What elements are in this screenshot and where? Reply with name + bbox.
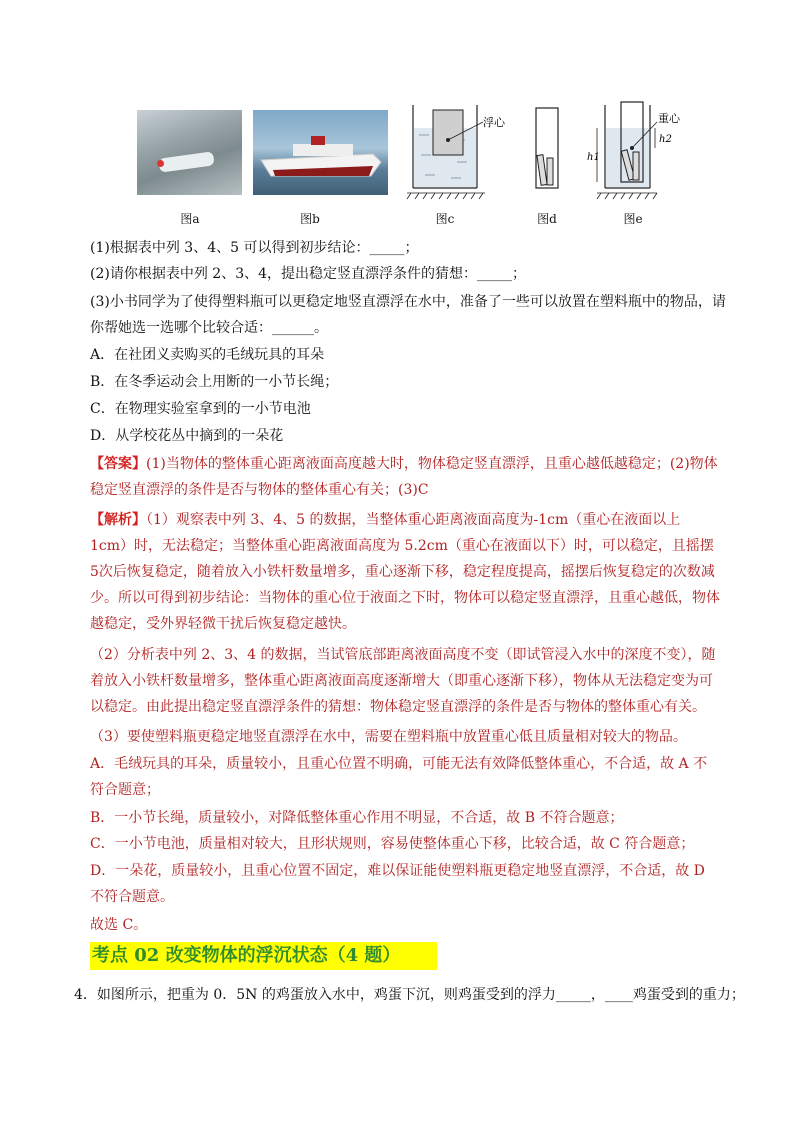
analysis-tag: 【解析】 — [90, 512, 146, 528]
ship-illustration — [253, 110, 388, 195]
section-header: 考点 02 改变物体的浮沉状态（4 题） — [90, 942, 437, 970]
h2-label: h2 — [659, 134, 672, 145]
plastic-bottle-shape — [158, 151, 214, 173]
answer-block — [90, 451, 720, 503]
analysis-p1: （1）观察表中列 3、4、5 的数据，当整体重心距离液面高度为-1cm（重心在液面以上 1cm）时，无法稳定；当整体重心距离液面高度为 5.2cm（重心在液面以下）时，可以稳定，且摇摆 5次后恢复稳定，随着放入小铁杆数量增多，重心逐渐下移，稳定程度提高，摇摆后恢复稳定的次数减少。所以可得到初步结论：当物体的重心位于液面之下时，物体可以稳定竖直漂浮，且重心越低，物体越稳定，受外界轻微干扰后恢复稳定越快。 — [90, 512, 720, 632]
analysis-paragraph-3: （3）要使塑料瓶更稳定地竖直漂浮在水中，需要在塑料瓶中放置重心低且质量相对较大的物品。 — [90, 729, 687, 745]
caption-c: 图c — [435, 212, 455, 226]
bottle-on-ice-photo — [137, 110, 242, 195]
answer-text: (1)当物体的整体重心距离液面高度越大时，物体稳定竖直漂浮，且重心越低越稳定；(2)物体稳定竖直漂浮的条件是否与物体的整体重心有关；(3)C — [90, 456, 718, 498]
option-c: C．在物理实验室拿到的一小节电池 — [90, 401, 311, 417]
question-1: (1)根据表中列 3、4、5 可以得到初步结论：_____； — [90, 240, 419, 256]
caption-d: 图d — [537, 212, 557, 226]
bottle-cap-shape — [157, 160, 164, 167]
caption-e: 图e — [623, 212, 643, 226]
option-d: D．从学校花丛中摘到的一朵花 — [90, 428, 284, 444]
caption-a: 图a — [180, 212, 200, 226]
question-2: (2)请你根据表中列 2、3、4，提出稳定竖直漂浮条件的猜想：_____； — [90, 266, 527, 282]
analysis-option-b: B．一小节长绳，质量较小，对降低整体重心作用不明显，不合适，故 B 不符合题意； — [90, 810, 624, 826]
buoyancy-center-label: 浮心 — [483, 116, 505, 129]
analysis-paragraph-1 — [90, 507, 720, 637]
analysis-option-d: D．一朵花，质量较小，且重心位置不固定，难以保证能使塑料瓶更稳定地竖直漂浮，不合适，故 D 不符合题意。 — [90, 863, 705, 905]
h1-label: h1 — [587, 152, 600, 163]
figure-row — [0, 100, 794, 230]
analysis-option-a: A．毛绒玩具的耳朵，质量较小，且重心位置不明确，可能无法有效降低整体重心，不合适，故 A 不符合题意； — [90, 756, 708, 798]
question-3-line-1: (3)小书同学为了使得塑料瓶可以更稳定地竖直漂浮在水中，准备了一些可以放置在塑料瓶中的物品，请 — [90, 294, 726, 310]
analysis-conclusion: 故选 C。 — [90, 917, 148, 933]
caption-b: 图b — [300, 212, 320, 226]
answer-tag: 【答案】 — [90, 456, 146, 472]
gravity-center-label: 重心 — [658, 112, 680, 125]
question-3-line-2: 你帮她选一选哪个比较合适：______。 — [90, 320, 328, 336]
figure-e-diagram — [585, 100, 695, 205]
figure-d-diagram — [528, 100, 568, 205]
figure-c-diagram — [405, 100, 505, 205]
option-a: A．在社团义卖购买的毛绒玩具的耳朵 — [90, 347, 325, 363]
analysis-paragraph-2: （2）分析表中列 2、3、4 的数据，当试管底部距离液面高度不变（即试管浸入水中的深度不变），随着放入小铁杆数量增多，整体重心距离液面高度逐渐增大（即重心逐渐下移），物体从无法稳定变为可以稳定。由此提出稳定竖直漂浮条件的猜想：物体稳定竖直漂浮的条件是否与物体的整体重心有关。 — [90, 647, 716, 715]
option-b: B．在冬季运动会上用断的一小节长绳； — [90, 374, 339, 390]
question-4: 4．如图所示，把重为 0．5N 的鸡蛋放入水中，鸡蛋下沉，则鸡蛋受到的浮力_____，____鸡蛋受到的重力； — [74, 987, 745, 1003]
cruise-ship-photo — [253, 110, 388, 195]
analysis-option-c: C．一小节电池，质量相对较大，且形状规则，容易使整体重心下移，比较合适，故 C 符合题意； — [90, 836, 695, 852]
